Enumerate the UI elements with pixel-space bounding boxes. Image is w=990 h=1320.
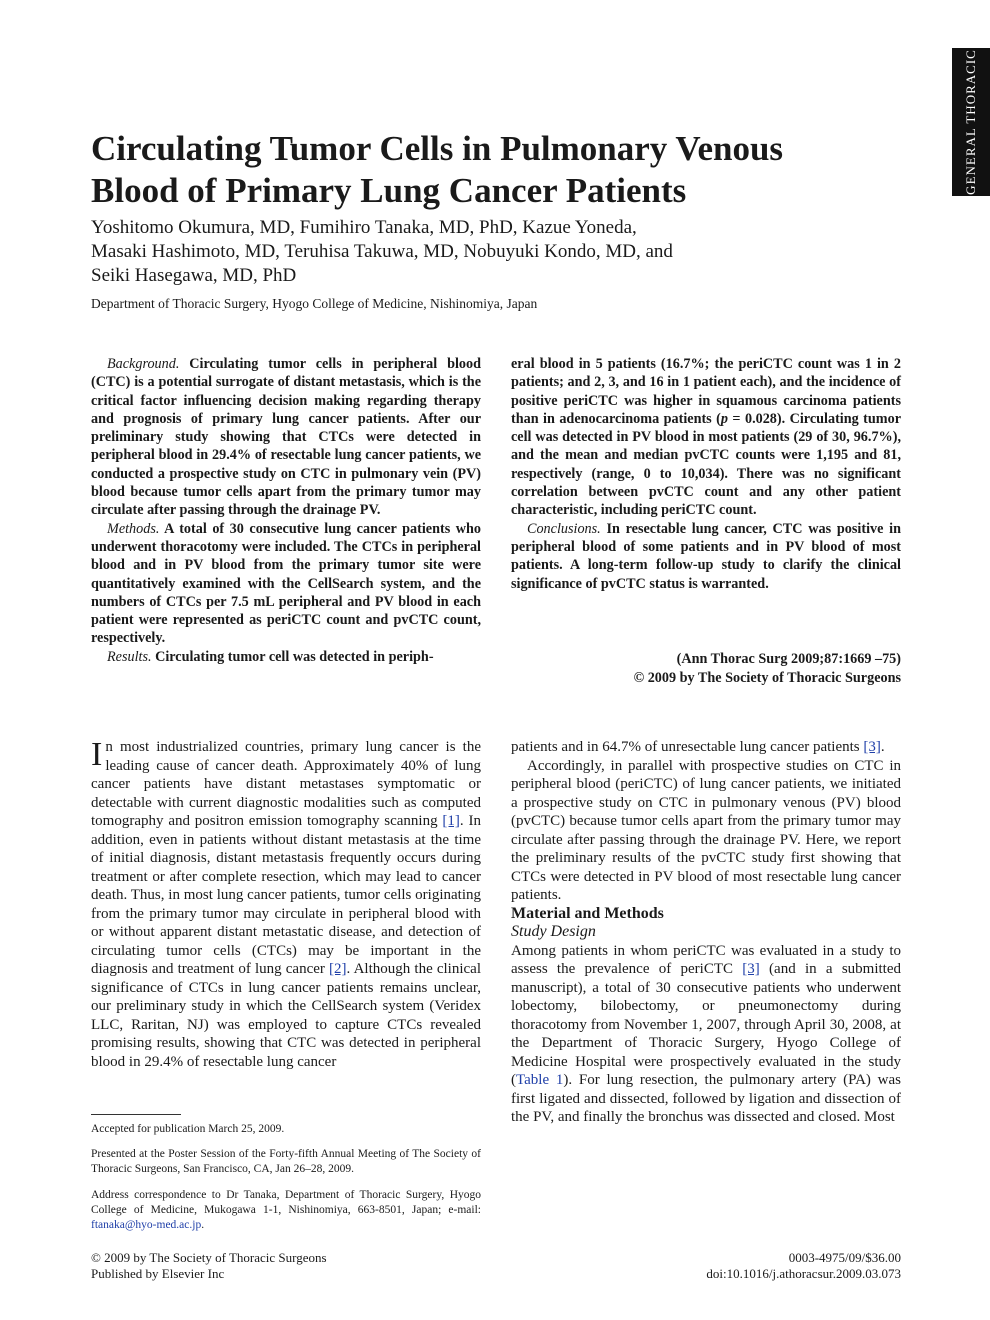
- results-text-end: = 0.028). Circulating tumor cell was detected in PV blood in most patients (29 of 30, 96.7%), and the mean and median pvCTC counts were 1,195 and 81, respectively (range, 0 to 10,034). There was no significant correlation between pvCTC count and any other patient characteristic, including periCTC count.: [511, 410, 901, 519]
- section-tab: [952, 48, 990, 196]
- p-value-symbol: p: [720, 410, 728, 427]
- background-text: Circulating tumor cells in peripheral blood (CTC) is a potential surrogate of distant metastasis, which is the critical factor influencing decision making regarding therapy and prognosis of primary lung cancer patients. After our preliminary study showing that CTCs were detected in peripheral blood in 29.4% of resectable lung cancer patients, we conducted a prospective study on CTC in pulmonary vein (PV) blood because tumor cells apart from the primary tumor may circulate after passing through the drainage PV.: [91, 356, 481, 519]
- footer-issn: 0003-4975/09/$36.00: [788, 1250, 901, 1265]
- study-design-paragraph: [511, 942, 901, 1127]
- email-link[interactable]: ftanaka@hyo-med.ac.jp: [91, 1219, 202, 1232]
- footer-publisher: Published by Elsevier Inc: [91, 1265, 225, 1281]
- footer-left: [91, 1250, 327, 1281]
- abstract-left-column: [91, 355, 481, 666]
- design-text-a: Among patients in whom periCTC was evaluated in a study to assess the prevalence of periCTC: [511, 942, 901, 977]
- authors-line-3: Seiki Hasegawa, MD, PhD: [91, 265, 297, 286]
- authors-line-2: Masaki Hashimoto, MD, Teruhisa Takuwa, MD, Nobuyuki Kondo, MD, and: [91, 241, 673, 262]
- intro-text-e: .: [880, 739, 885, 755]
- citation-block: [511, 650, 901, 688]
- title-line-2: Blood of Primary Lung Cancer Patients: [91, 171, 687, 210]
- footnote-rule: [91, 1114, 181, 1115]
- footer-right: [601, 1250, 901, 1281]
- author-list: [91, 216, 911, 288]
- background-label: Background.: [107, 356, 180, 372]
- reference-link-3b[interactable]: [3]: [742, 961, 760, 977]
- section-heading-methods: Material and Methods: [511, 904, 664, 922]
- abstract-results-start: [91, 648, 481, 666]
- results-label: Results.: [107, 648, 152, 665]
- subsection-heading-study-design: Study Design: [511, 923, 596, 940]
- design-text-b: (and in a submitted manuscript), a total of 30 consecutive patients who underwent lobectomy, bilobectomy, or pneumonectomy during thoracotomy from November 1, 2007, through April 30, 2008, at the Department of Thoracic Surgery, Hyogo College of Medicine Hospital were prospectively evaluated in the study (: [511, 961, 901, 1088]
- intro-text-d: patients and in 64.7% of unresectable lung cancer patients: [511, 739, 864, 755]
- reference-link-1[interactable]: [1]: [442, 813, 460, 829]
- abstract-background: [91, 355, 481, 520]
- body-left-column: [91, 738, 481, 1071]
- intro-text-b: . In addition, even in patients without distant metastasis at the time of initial diagnosis, distant metastasis frequently occurs during treatment or after complete resection, which may lead to cancer death. Thus, in most lung cancer patients, tumor cells originating from the primary tumor may circulate in peripheral blood with or without apparent distant metastatic disease, and detection of circulating tumor cells (CTCs) may be important in the diagnosis and treatment of lung cancer: [91, 813, 481, 977]
- address-text: Address correspondence to Dr Tanaka, Department of Thoracic Surgery, Hyogo College of Medicine, Mukogawa 1-1, Nishinomiya, 663-8501, Japan; e-mail:: [91, 1188, 481, 1216]
- methods-text: A total of 30 consecutive lung cancer patients who underwent thoracotomy were included. The CTCs in peripheral blood and in PV blood from the primary tumor site were quantitatively examined with the CellSearch system, and the numbers of CTCs per 7.5 mL peripheral and PV blood in each patient were represented as periCTC count and pvCTC count, respectively.: [91, 520, 481, 647]
- table-1-link[interactable]: Table 1: [516, 1072, 564, 1088]
- section-tab-label: GENERAL THORACIC: [963, 49, 979, 195]
- abstract-conclusions: [511, 520, 901, 593]
- abstract-copyright: © 2009 by The Society of Thoracic Surgeons: [633, 670, 901, 686]
- title-line-1: Circulating Tumor Cells in Pulmonary Venous: [91, 129, 784, 168]
- accepted-note: Accepted for publication March 25, 2009.: [91, 1123, 285, 1135]
- intro-paragraph-1: [91, 738, 481, 1071]
- abstract-right-column: [511, 355, 901, 593]
- results-text-cont: eral blood in 5 patients (16.7%; the periCTC count was 1 in 2 patients; and 2, 3, and 16 in 1 patient each), and the incidence of positive periCTC was higher in squamous carcinoma patients than in adenocarcinoma patients (: [511, 356, 901, 427]
- intro-paragraph-2: Accordingly, in parallel with prospective studies on CTC in peripheral blood (periCTC) of lung cancer patients, we initiated a prospective study on CTC in pulmonary venous (PV) blood (pvCTC) because tumor cells apart from the primary tumor may circulate after passing through the drainage PV. Here, we report the preliminary results of the pvCTC study first showing that CTCs were detected in PV blood of most resectable lung cancer patients.: [511, 757, 901, 903]
- intro-text-c: . Although the clinical significance of CTCs in lung cancer patients remains unclear, our preliminary study in which the CellSearch system (Veridex LLC, Raritan, NJ) was employed to capture CTCs revealed promising results, showing that CTC was detected in peripheral blood in 29.4% of resectable lung cancer: [91, 961, 481, 1070]
- reference-link-2[interactable]: [2]: [329, 961, 347, 977]
- intro-paragraph-1-cont: [511, 738, 901, 757]
- abstract-results-cont: [511, 355, 901, 520]
- design-text-c: ). For lung resection, the pulmonary artery (PA) was first ligated and dissected, followed by ligation and dissection of the PV, and finally the bronchus was dissected and closed. Most: [511, 1072, 901, 1125]
- journal-citation: (Ann Thorac Surg 2009;87:1669 –75): [676, 651, 901, 667]
- conclusions-text: In resectable lung cancer, CTC was positive in peripheral blood of some patients and in PV blood of most patients. A long-term follow-up study to clarify the clinical significance of pvCTC status is warranted.: [511, 520, 901, 592]
- results-text-start: Circulating tumor cell was detected in periph-: [151, 648, 434, 665]
- footer-copyright: © 2009 by The Society of Thoracic Surgeons: [91, 1250, 327, 1265]
- footnotes: [91, 1122, 481, 1243]
- footer-doi: doi:10.1016/j.athoracsur.2009.03.073: [706, 1265, 901, 1281]
- affiliation: Department of Thoracic Surgery, Hyogo College of Medicine, Nishinomiya, Japan: [91, 296, 538, 311]
- conclusions-label: Conclusions.: [527, 520, 601, 537]
- article-title: [91, 128, 921, 212]
- reference-link-3[interactable]: [3]: [863, 739, 881, 755]
- correspondence-note: [91, 1188, 481, 1234]
- drop-cap: I: [91, 736, 103, 773]
- authors-line-1: Yoshitomo Okumura, MD, Fumihiro Tanaka, MD, PhD, Kazue Yoneda,: [91, 217, 637, 238]
- body-right-column: [511, 738, 901, 1127]
- address-end: .: [201, 1219, 205, 1232]
- presented-note: Presented at the Poster Session of the Forty-fifth Annual Meeting of The Society of Thoracic Surgeons, San Francisco, CA, Jan 26–28, 2009.: [91, 1148, 481, 1176]
- intro-text-a: n most industrialized countries, primary lung cancer is the leading cause of cancer death. Approximately 40% of lung cancer patients have distant metastases symptomatic or detectable with current diagnostic modalities such as computed tomography and positron emission tomography scanning: [91, 739, 481, 829]
- abstract-methods: [91, 520, 481, 648]
- methods-label: Methods.: [107, 520, 160, 537]
